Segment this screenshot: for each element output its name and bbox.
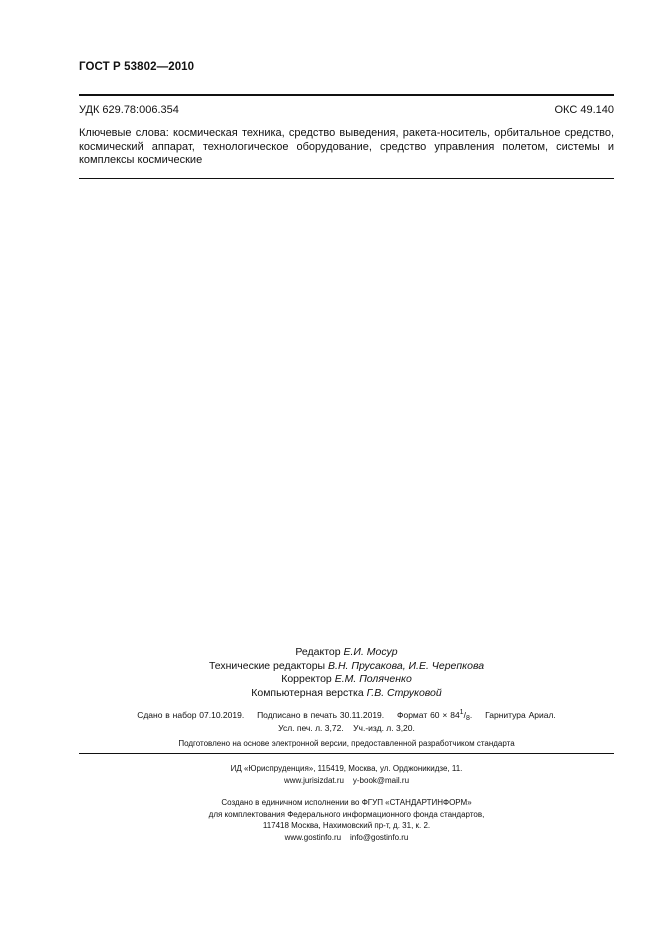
signed-date: Подписано в печать 30.11.2019. xyxy=(257,710,385,720)
corrector-label: Корректор xyxy=(281,673,332,685)
created-block xyxy=(79,797,614,843)
publisher-email: y-book@mail.ru xyxy=(352,776,410,785)
typeface: Гарнитура Ариал. xyxy=(485,710,556,720)
standard-number: ГОСТ Р 53802—2010 xyxy=(79,61,195,73)
publisher-contacts xyxy=(79,775,614,787)
corrector-name: Е.М. Поляченко xyxy=(334,673,412,685)
publisher-site: www.jurisizdat.ru xyxy=(283,776,344,785)
keywords-paragraph: Ключевые слова: космическая техника, средство выведения, ракета-носитель, орбитальное средство, космический аппарат, технологическое оборудование, средство управления полетом, системы и комплексы космические xyxy=(79,127,614,166)
created-site: www.gostinfo.ru xyxy=(284,832,342,842)
submitted-date: Сдано в набор 07.10.2019. xyxy=(137,710,245,720)
editor-name: Е.И. Мосур xyxy=(343,646,398,658)
imprint-divider xyxy=(79,753,614,754)
prepared-note: Подготовлено на основе электронной версии, предоставленной разработчиком стандарта xyxy=(178,739,515,748)
tech-editors-line xyxy=(79,660,614,674)
keywords-divider xyxy=(79,178,614,179)
created-line-1: Создано в единичном исполнении во ФГУП «СТАНДАРТИНФОРМ» xyxy=(221,798,472,807)
publisher-block xyxy=(79,763,614,787)
publisher-address: ИД «Юриспруденция», 115419, Москва, ул. Орджоникидзе, 11. xyxy=(230,764,463,773)
layout-line xyxy=(79,687,614,701)
created-email: info@gostinfo.ru xyxy=(349,832,409,842)
created-line-2: для комплектования Федерального информационного фонда стандартов, xyxy=(208,809,485,819)
created-line-3: 117418 Москва, Нахимовский пр-т, д. 31, к. 2. xyxy=(262,821,431,830)
publisher-sheets: Уч.-изд. л. 3,20. xyxy=(353,723,415,733)
credits-block xyxy=(79,646,614,700)
udk-code: УДК 629.78:006.354 xyxy=(79,104,179,116)
sheets-line xyxy=(79,723,614,733)
editor-line xyxy=(79,646,614,660)
editor-label: Редактор xyxy=(295,646,341,658)
corrector-line xyxy=(79,673,614,687)
header-divider xyxy=(79,94,614,96)
print-details-line xyxy=(79,709,614,722)
tech-editors-names: В.Н. Прусакова, И.Е. Черепкова xyxy=(328,659,485,672)
tech-editors-label: Технические редакторы xyxy=(208,659,326,672)
oks-code: ОКС 49.140 xyxy=(554,104,614,116)
paper-format: Формат $60 \times 84^1/_8$. xyxy=(397,709,473,722)
print-sheets: Усл. печ. л. 3,72. xyxy=(278,723,344,733)
layout-label: Компьютерная верстка xyxy=(251,686,364,699)
created-contacts xyxy=(79,832,614,844)
layout-name: Г.В. Струковой xyxy=(366,686,442,699)
